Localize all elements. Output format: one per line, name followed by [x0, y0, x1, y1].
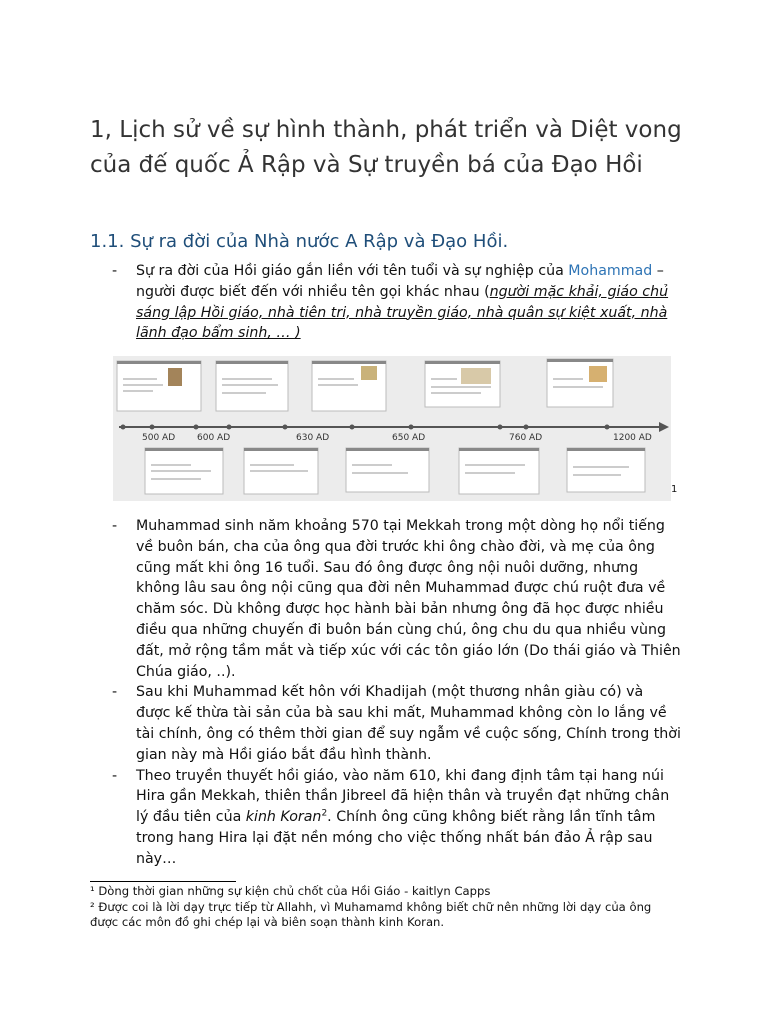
bullet-dash: -: [112, 684, 118, 701]
page-title: 1, Lịch sử về sự hình thành, phát triển và Diệt vong của đế quốc Ả Rập và Sự truyền bá của Đạo Hồi: [90, 117, 682, 178]
list-item-text-after: . Chính ông cũng không biết rằng lần tĩnh tâm trong hang Hira lại đặt nền móng cho việc thống nhất bán đảo Ả rập sau này…: [136, 809, 656, 867]
footnote-reference: 1: [671, 484, 678, 495]
axis-label: 650 AD: [392, 433, 426, 443]
timeline-image: [113, 356, 671, 501]
timeline-card: [459, 448, 539, 494]
axis-label: 500 AD: [142, 433, 176, 443]
intro-text-before: Sự ra đời của Hồi giáo gắn liền với tên tuổi và sự nghiệp của: [136, 263, 569, 279]
footnote: ¹ Dòng thời gian những sự kiện chủ chốt của Hồi Giáo - kaitlyn Capps: [90, 884, 491, 898]
section-heading: 1.1. Sự ra đời của Nhà nước A Rập và Đạo Hồi.: [90, 231, 509, 252]
list-item: [112, 682, 682, 765]
footnotes: [90, 884, 680, 931]
footnote-divider: [90, 881, 236, 882]
list-item-text: Sau khi Muhammad kết hôn với Khadijah (một thương nhân giàu có) và được kế thừa tài sản của bà sau khi mất, Muhammad không còn lo lắng về tài chính, ông có thêm thời gian để suy ngẫm về cuộc sống, Chính trong thời gian này mà Hồi giáo bắt đầu hình thành.: [136, 684, 681, 763]
intro-list: [112, 261, 682, 344]
koran-italic: kinh Koran: [245, 809, 322, 826]
timeline-card: [117, 361, 201, 411]
timeline-graphic: [113, 356, 671, 501]
list-item: [112, 261, 682, 344]
timeline-card: [567, 448, 645, 492]
timeline-card: [244, 448, 318, 494]
timeline-card: [547, 359, 613, 407]
list-item: [112, 516, 682, 682]
axis-label: 760 AD: [509, 433, 543, 443]
timeline-arrowhead: [659, 422, 669, 432]
list-item-text-before: Theo truyền thuyết hồi giáo, vào năm 610, khi đang định tâm tại hang núi Hira gần Mekkah, thiên thần Jibreel đã hiện thân và truyền đạt những chân lý đầu tiên của: [136, 767, 670, 826]
timeline-card: [216, 361, 288, 411]
axis-label: 630 AD: [296, 433, 330, 443]
footnote-reference: 2: [321, 808, 328, 819]
mohammad-link[interactable]: Mohammad: [568, 263, 653, 279]
footnote: ² Được coi là lời dạy trực tiếp từ Allahh, vì Muhamamd không biết chữ nên những lời dạy của ông được các môn đồ ghi chép lại và biên soạn thành kinh Koran.: [90, 899, 652, 929]
bullet-dash: -: [112, 263, 118, 279]
timeline-card: [145, 448, 223, 494]
axis-label: 600 AD: [197, 433, 231, 443]
timeline-card: [425, 361, 500, 407]
intro-underlined-text: người mặc khải, giáo chủ sáng lập Hồi giáo, nhà tiên tri, nhà truyền giáo, nhà quân sự kiệt xuất, nhà lãnh đạo bẩm sinh, … ): [136, 283, 669, 342]
list-item-text: Muhammad sinh năm khoảng 570 tại Mekkah trong một dòng họ nổi tiếng về buôn bán, cha của ông qua đời trước khi ông chào đời, và mẹ của ông cũng mất khi ông 16 tuổi. Sau đó ông được ông nội nuôi dưỡng, nhưng không lâu sau ông nội cũng qua đời nên Muhammad được chú ruột đưa về chăm sóc. Dù không được học hành bài bản nhưng ông đã học được nhiều điều qua những chuyến đi buôn bán cùng chú, ông chu du qua nhiều vùng đất, mở rộng tầm mắt và tiếp xúc với các tôn giáo lớn (Do thái giáo và Thiên Chúa giáo, ..).: [136, 518, 681, 680]
list-item: [112, 766, 682, 870]
bullet-dash: -: [112, 518, 118, 534]
intro-text-middle: – người được biết đến với nhiều tên gọi khác nhau (: [136, 263, 664, 300]
bullet-dash: -: [112, 767, 118, 784]
timeline-card: [312, 361, 386, 411]
axis-label: 1200 AD: [613, 433, 652, 443]
history-list: [112, 516, 682, 870]
timeline-card: [346, 448, 429, 492]
